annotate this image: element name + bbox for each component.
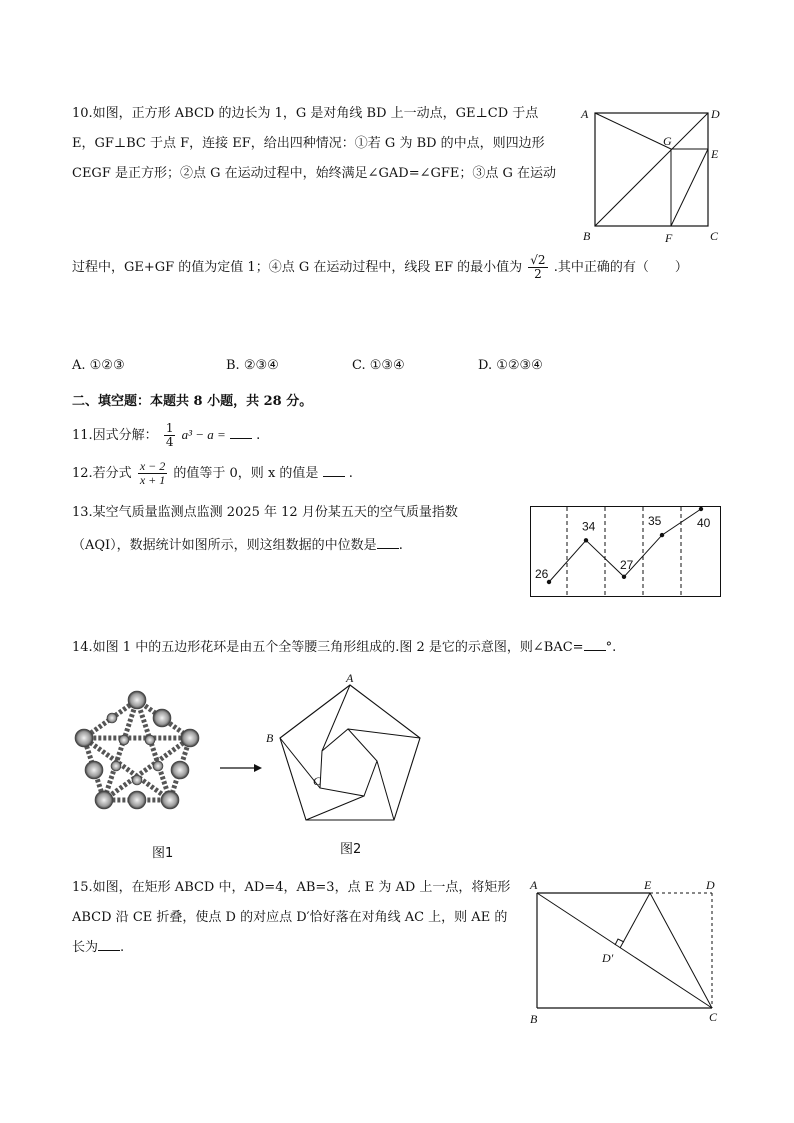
q12-fraction <box>138 460 167 487</box>
q13-line-2 <box>72 536 403 556</box>
q15-line-3-text: 长为 <box>72 940 99 955</box>
chart-frame <box>531 507 721 597</box>
pentagon-diagram <box>262 670 432 826</box>
flower-decoration <box>128 691 146 709</box>
q11-fraction <box>164 422 176 449</box>
label-e: E <box>644 878 652 892</box>
aqi-label-3: 27 <box>620 557 634 572</box>
q11-numerator: 1 <box>165 421 174 435</box>
label-b: B <box>266 731 274 745</box>
q12-end: . <box>348 466 353 481</box>
q12-prefix: 12.若分式 <box>72 466 132 481</box>
q12-answer-blank[interactable] <box>323 464 345 477</box>
flower-wreath-image <box>72 682 212 827</box>
question-12 <box>72 460 353 487</box>
aqi-point-3 <box>622 575 626 579</box>
segment-ag <box>595 113 671 149</box>
label-c: C <box>313 774 322 788</box>
aqi-points <box>535 507 711 584</box>
label-g: G <box>663 134 672 148</box>
aqi-label-5: 40 <box>697 516 711 530</box>
q15-end: . <box>120 940 125 955</box>
label-d: D <box>711 107 720 121</box>
q10-fraction-numerator: √2 <box>530 253 546 267</box>
q10-line-4-post: .其中正确的有（ ） <box>553 260 688 275</box>
q13-answer-blank[interactable] <box>377 536 399 549</box>
section-heading <box>72 390 312 409</box>
section-count: 8 <box>193 394 203 409</box>
aqi-label-1: 26 <box>535 567 549 581</box>
q14-text-pre: 14.如图 1 中的五边形花环是由五个全等腰三角形组成的.图 2 是它的示意图，则∠BAC= <box>72 640 584 655</box>
q13-line-2-text: （AQI），数据统计如图所示，则这组数据的中位数是 <box>72 538 377 553</box>
q10-square-figure <box>575 100 725 250</box>
aqi-point-4 <box>660 533 664 537</box>
q10-option-b: B. ②③④ <box>226 358 279 373</box>
label-a: A <box>581 107 589 121</box>
q15-answer-blank[interactable] <box>98 938 120 951</box>
q10-option-d: D. ①②③④ <box>478 358 543 373</box>
flower-decoration <box>128 791 146 809</box>
q14-line <box>72 638 616 658</box>
segment-ef <box>671 149 708 226</box>
q11-answer-blank[interactable] <box>230 426 252 439</box>
flower-decoration <box>95 791 113 809</box>
aqi-point-5 <box>699 507 703 511</box>
segment-ed-prime <box>620 893 650 948</box>
flower-decoration <box>132 775 142 785</box>
q10-option-c: C. ①③④ <box>352 358 405 373</box>
section-prefix: 二、填空题：本题共 <box>72 394 194 409</box>
outer-pentagon <box>280 685 420 820</box>
figure-1-caption: 图1 <box>152 846 174 861</box>
aqi-point-2 <box>584 538 588 542</box>
q12-denominator: x + 1 <box>139 473 166 487</box>
flower-decoration <box>85 761 103 779</box>
section-middle: 小题，共 <box>202 394 264 409</box>
flower-decoration <box>153 761 163 771</box>
flower-decoration <box>75 729 93 747</box>
label-d: D <box>706 878 715 892</box>
flower-decoration <box>161 791 179 809</box>
section-score: 28 <box>263 394 282 409</box>
q13-end: . <box>398 538 403 553</box>
q14-text-post: °. <box>605 640 617 655</box>
flower-decoration <box>107 713 117 723</box>
rectangle-fold-figure <box>522 875 727 1025</box>
q12-numerator: x − 2 <box>139 459 166 473</box>
label-b: B <box>583 229 591 243</box>
fold-line-ce <box>650 893 712 1008</box>
flower-decoration <box>153 709 171 727</box>
flower-decoration <box>171 761 189 779</box>
q15-line-2: ABCD 沿 CE 折叠，使点 D 的对应点 D′恰好落在对角线 AC 上，则 AE 的 <box>72 910 508 925</box>
q12-middle: 的值等于 0，则 x 的值是 <box>173 466 319 481</box>
label-d-prime: D′ <box>602 951 614 965</box>
q10-fraction-denominator: 2 <box>534 267 542 281</box>
diagonal-bd <box>595 113 708 226</box>
arrow-icon <box>218 762 264 774</box>
label-c: C <box>709 1010 718 1024</box>
aqi-line-chart <box>530 506 722 598</box>
q11-expression: a³ − a = <box>181 427 226 442</box>
aqi-label-2: 34 <box>582 519 596 534</box>
flower-decoration <box>181 729 199 747</box>
q10-line-1: 10.如图，正方形 ABCD 的边长为 1，G 是对角线 BD 上一动点，GE⊥CD 于点 <box>72 106 539 121</box>
label-a: A <box>346 671 354 685</box>
q10-option-a: A. ①②③ <box>72 358 125 373</box>
flower-decoration <box>145 735 155 745</box>
label-c: C <box>710 229 719 243</box>
q15-line-3 <box>72 938 124 958</box>
diagonal-ac <box>537 893 712 1008</box>
section-suffix: 分。 <box>281 394 313 409</box>
q10-line-4 <box>72 254 688 281</box>
inner-pentagon <box>320 729 377 796</box>
figure-2-caption: 图2 <box>340 842 362 857</box>
q10-line-3: CEGF 是正方形；②点 G 在运动过程中，始终满足∠GAD=∠GFE；③点 G 在运动 <box>72 166 557 181</box>
q10-line-2: E，GF⊥BC 于点 F，连接 EF，给出四种情况：①若 G 为 BD 的中点，则四边形 <box>72 136 545 151</box>
q15-line-1: 15.如图，在矩形 ABCD 中，AD=4，AB=3，点 E 为 AD 上一点，将矩形 <box>72 880 511 895</box>
q11-prefix: 11.因式分解： <box>72 428 158 443</box>
label-e: E <box>711 147 719 161</box>
flower-decoration <box>111 761 121 771</box>
q11-denominator: 4 <box>165 435 174 449</box>
label-b: B <box>530 1012 538 1025</box>
label-a: A <box>530 878 538 892</box>
q13-line-1: 13.某空气质量监测点监测 2025 年 12 月份某五天的空气质量指数 <box>72 505 458 520</box>
q11-end: . <box>256 428 261 443</box>
question-11 <box>72 422 260 449</box>
q10-fraction <box>528 254 547 281</box>
aqi-label-4: 35 <box>648 514 662 529</box>
q14-answer-blank[interactable] <box>584 638 606 651</box>
label-f: F <box>665 231 673 245</box>
q10-line-4-pre: 过程中，GE+GF 的值为定值 1；④点 G 在运动过程中，线段 EF 的最小值为 <box>72 260 523 275</box>
flower-decoration <box>119 735 129 745</box>
